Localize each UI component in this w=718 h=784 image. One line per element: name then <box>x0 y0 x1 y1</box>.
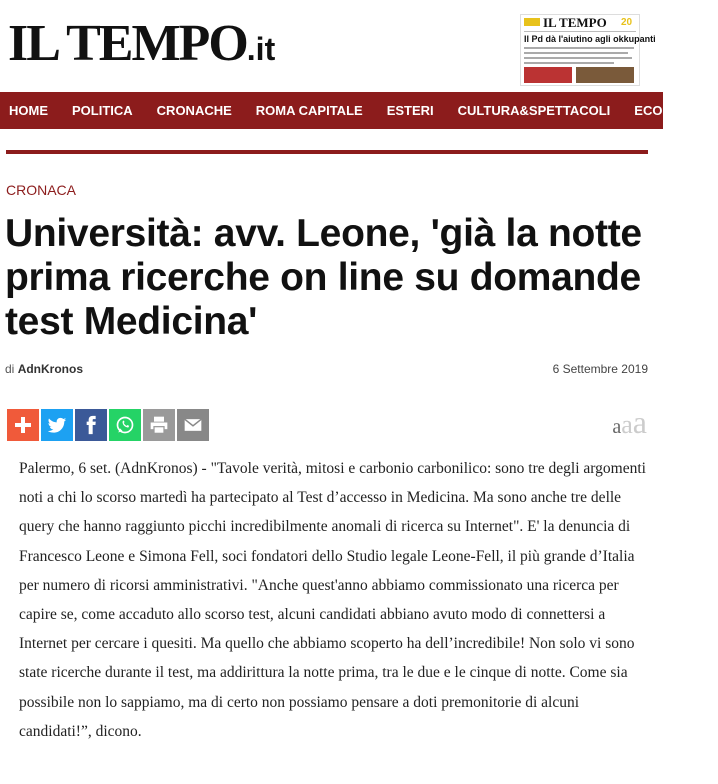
article-title: Università: avv. Leone, 'già la notte prima ricerche on line su domande test Medicina' <box>5 212 642 343</box>
nav-economia[interactable]: ECONOMIA <box>634 103 706 118</box>
font-size-large-button[interactable]: a <box>632 404 647 440</box>
article-byline <box>5 362 83 376</box>
share-bar <box>7 409 209 441</box>
cover-title: IL TEMPO <box>543 15 607 30</box>
article-section[interactable]: CRONACA <box>6 182 77 198</box>
logo-tld: .it <box>246 31 276 67</box>
article-body: Palermo, 6 set. (AdnKronos) - "Tavole verità, mitosi e carbonio carbonilico: sono tre degli argomenti noti a chi lo scorso martedì ha partecipato al Test d’accesso in Medicina. Ma sono anche tre delle query che hanno raggiunto picchi incredibilmente anomali di ricerca su Internet". E' la denuncia di Francesco Leone e Simona Fell, soci fondatori dello Studio legale Leone-Fell, il più grande d’Italia per numero di ricorsi amministrativi. "Anche quest'anno abbiamo commissionato una ricerca per capire se, come accaduto allo scorso test, alcuni candidati abbiano avuto modo di connettersi a Internet per cercare i quesiti. Ma quello che abbiamo scoperto ha dell’incredibile! Non solo vi sono state ricerche durante il test, ma addirittura la notte prima, tra le due e le cinque di notte. Come sia possibile non lo sappiamo, ma di certo non possiamo pensare a doti premonitorie di alcuni candidati!”, dicono. <box>19 460 646 740</box>
nav-politica[interactable]: POLITICA <box>72 103 133 118</box>
font-size-controls <box>612 404 647 441</box>
share-email-button[interactable] <box>177 409 209 441</box>
cover-photo <box>576 67 634 83</box>
cover-text-line <box>524 62 614 64</box>
main-nav <box>0 92 706 129</box>
share-print-button[interactable] <box>143 409 175 441</box>
email-icon <box>183 415 203 435</box>
article-date: 6 Settembre 2019 <box>552 362 648 376</box>
cover-headline: Il Pd dà l'aiutino agli okkupanti <box>524 34 656 44</box>
cover-photo <box>524 67 572 83</box>
print-icon <box>149 415 169 435</box>
share-whatsapp-button[interactable] <box>109 409 141 441</box>
cover-libero-logo <box>524 18 540 26</box>
site-header <box>0 0 663 92</box>
plus-icon <box>13 415 33 435</box>
site-logo[interactable] <box>8 16 275 77</box>
nav-cultura-spettacoli[interactable]: CULTURA&SPETTACOLI <box>457 103 611 118</box>
logo-main: IL TEMPO <box>8 15 247 72</box>
share-twitter-button[interactable] <box>41 409 73 441</box>
nav-cronache[interactable]: CRONACHE <box>156 103 232 118</box>
nav-esteri[interactable]: ESTERI <box>386 103 434 118</box>
font-size-small-button[interactable]: a <box>612 416 622 438</box>
facebook-icon <box>81 415 101 435</box>
nav-home[interactable]: HOME <box>9 103 48 118</box>
twitter-icon <box>47 415 67 435</box>
cover-text-line <box>524 47 634 49</box>
whatsapp-icon <box>115 415 135 435</box>
article-author[interactable]: AdnKronos <box>17 362 84 376</box>
share-more-button[interactable] <box>7 409 39 441</box>
newspaper-cover-thumbnail[interactable] <box>520 14 656 86</box>
cover-badge: 20 <box>621 17 633 28</box>
font-size-medium-button[interactable]: a <box>621 410 633 439</box>
share-facebook-button[interactable] <box>75 409 107 441</box>
cover-text-line <box>524 52 628 54</box>
section-divider <box>6 150 648 154</box>
byline-prefix: di <box>5 362 15 376</box>
cover-text-line <box>524 57 632 59</box>
cover-rule <box>524 31 636 32</box>
nav-roma-capitale[interactable]: ROMA CAPITALE <box>255 103 363 118</box>
